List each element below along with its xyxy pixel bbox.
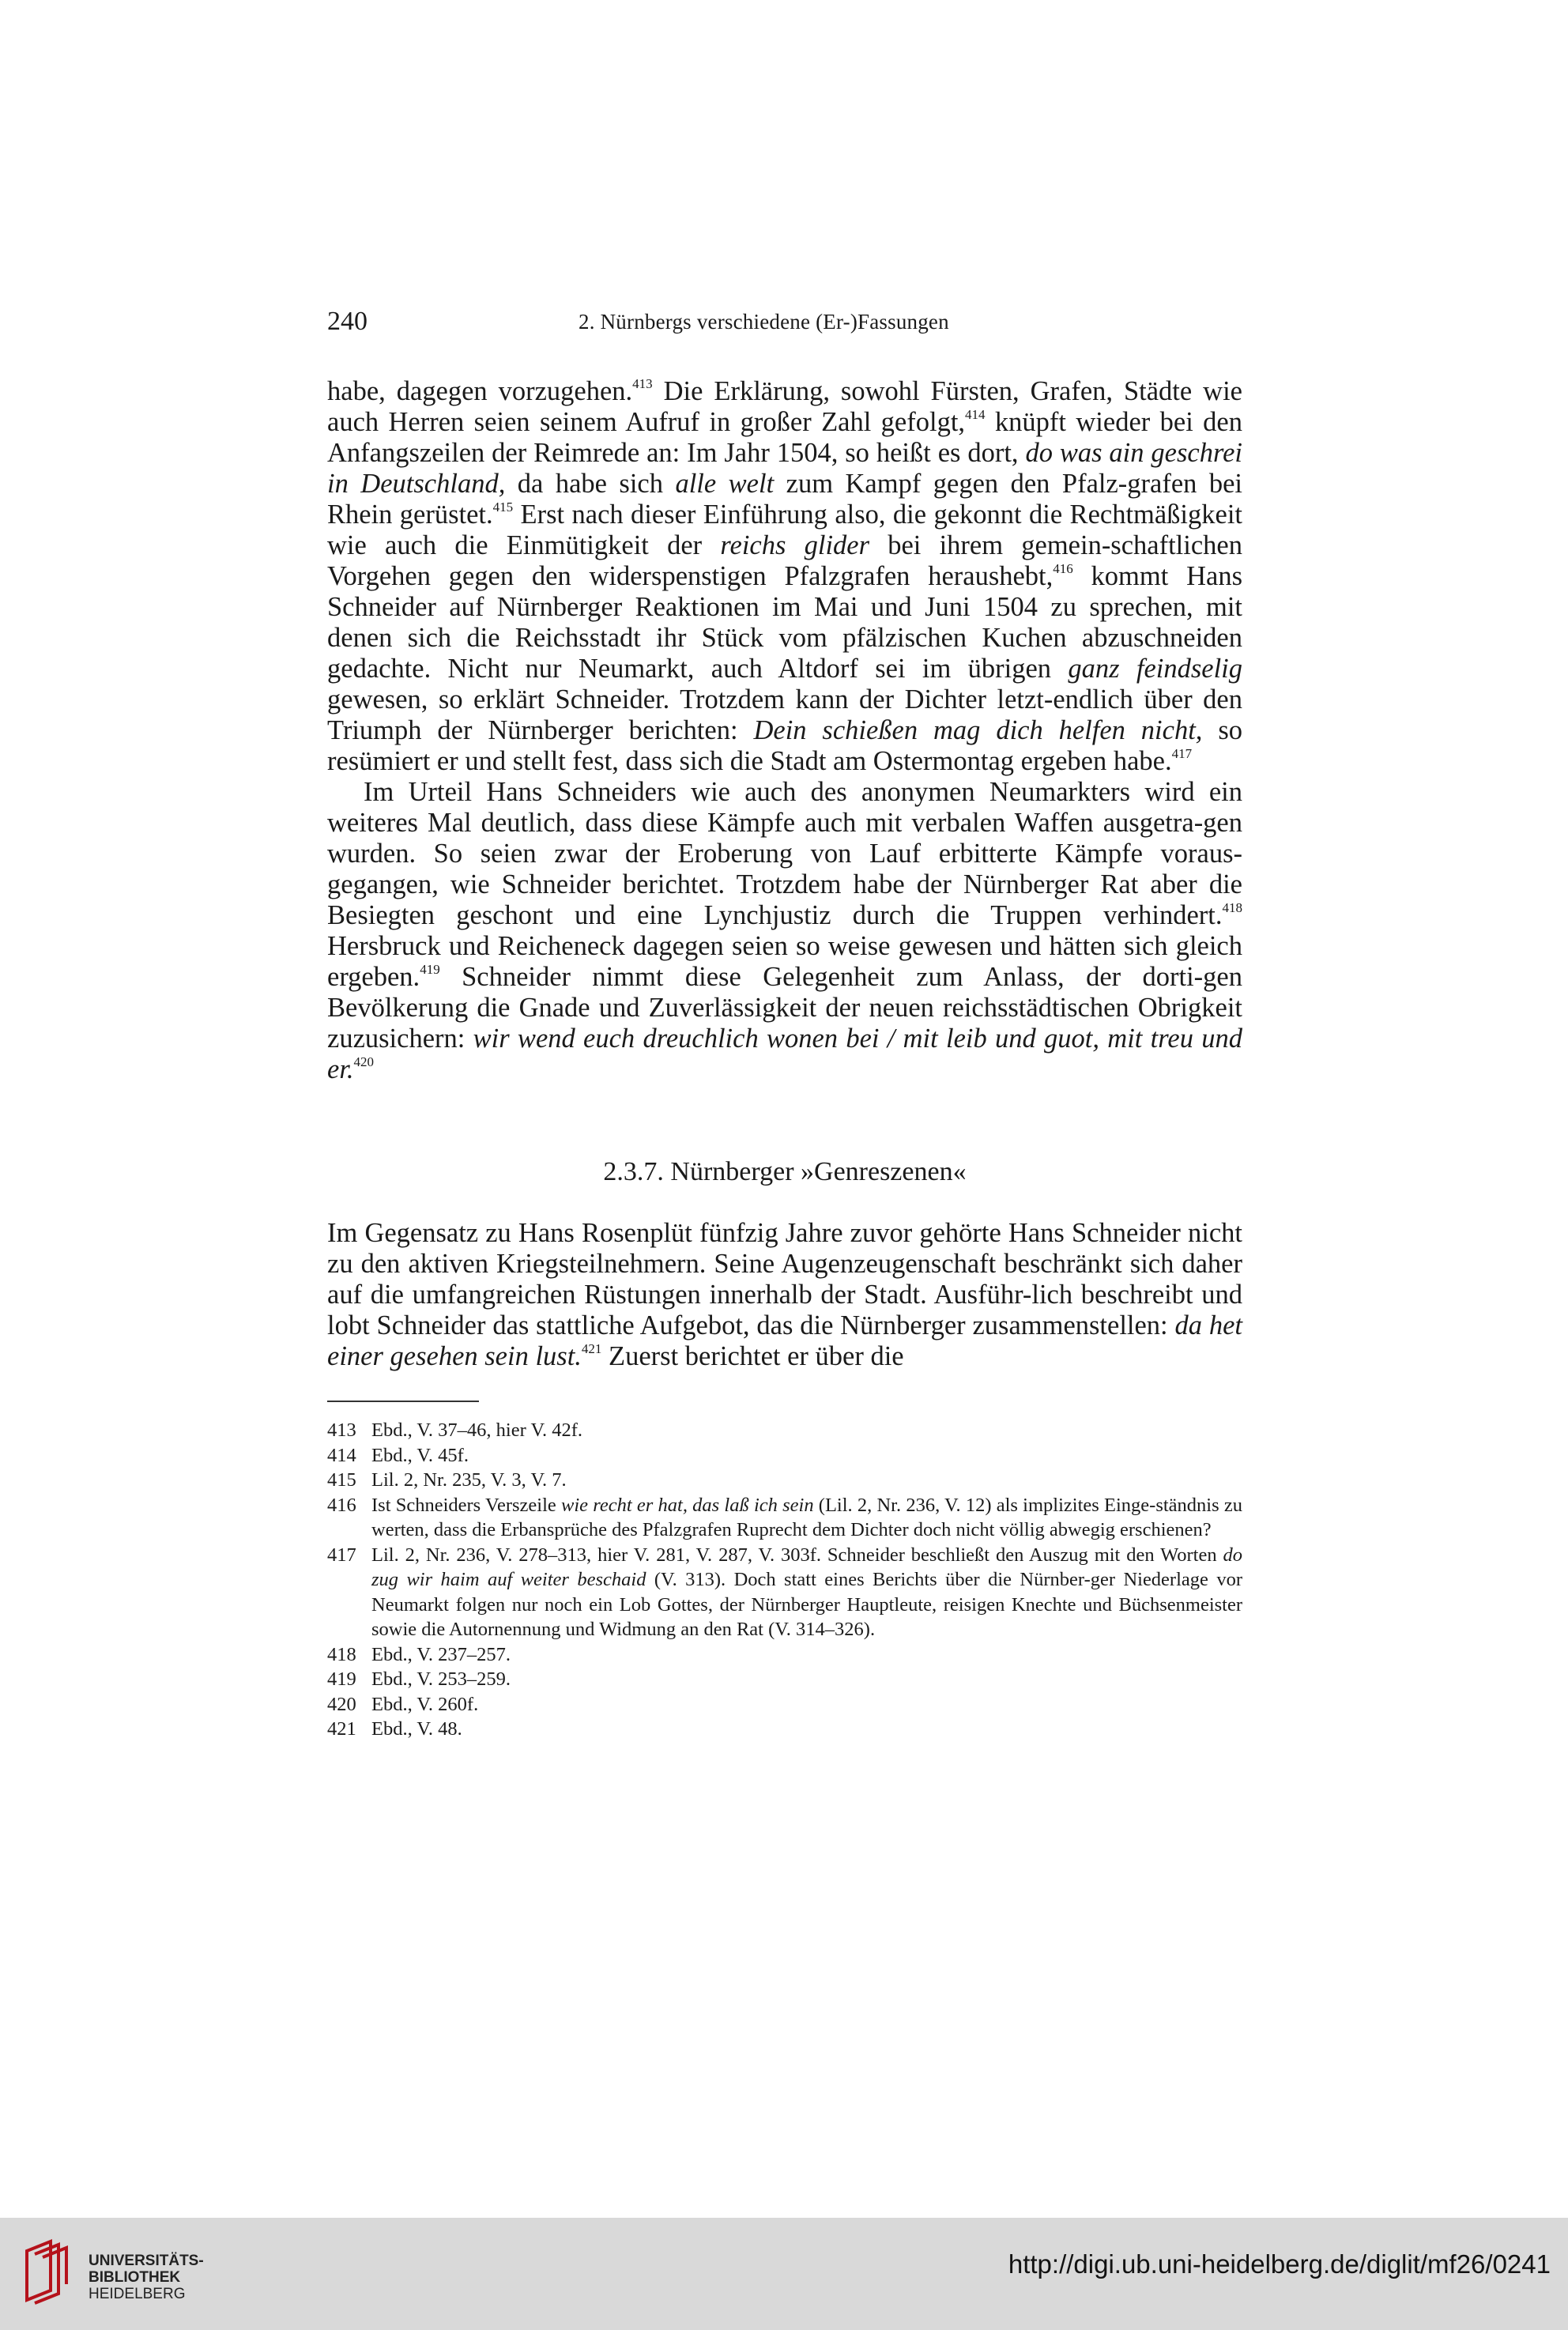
paragraph-1: habe, dagegen vorzugehen.$^{413}$ Die Erklärung, sowohl Fürsten, Grafen, Städte wie auch Herren seien seinem Aufruf in großer Zahl gefolgt,$^{414}$ knüpft wieder bei den Anfangszeilen der Reimrede an: Im Jahr 1504, so heißt es dort, do was ain geschrei in Deutschland, da habe sich alle welt zum Kampf gegen den Pfalz-grafen bei Rhein gerüstet.$^{415}$ Erst nach dieser Einführung also, die gekonnt die Rechtmäßigkeit wie auch die Einmütigkeit der reichs glider bei ihrem gemein-schaftlichen Vorgehen gegen den widerspenstigen Pfalzgrafen heraushebt,$^{416}$ kommt Hans Schneider auf Nürnberger Reaktionen im Mai und Juni 1504 zu sprechen, mit denen sich die Reichsstadt ihr Stück vom pfälzischen Kuchen abzuschneiden gedachte. Nicht nur Neumarkt, auch Altdorf sei im übrigen ganz feindselig gewesen, so erklärt Schneider. Trotzdem kann der Dichter letzt-endlich über den Triumph der Nürnberger berichten: Dein schießen mag dich helfen nicht, so resümiert er und stellt fest, dass sich die Stadt am Ostermontag ergeben habe.$^{417}$ (327, 375, 1242, 776)
footnote-rule (327, 1401, 479, 1402)
footnote-text: Ebd., V. 253–259. (371, 1668, 511, 1690)
section-heading: 2.3.7. Nürnberger »Genreszenen« (603, 1157, 967, 1186)
viewer-footer (0, 2218, 1568, 2330)
italic-quote: do zug wir haim auf weiter beschaid (371, 1544, 1242, 1590)
footnote-text: Ebd., V. 45f. (371, 1444, 469, 1466)
running-head (327, 307, 1242, 341)
italic-quote: alle welt (675, 469, 775, 499)
footnote-text: Ebd., V. 48. (371, 1718, 462, 1740)
paragraph-2: Im Urteil Hans Schneiders wie auch des anonymen Neumarkters wird ein weiteres Mal deutlich, dass diese Kämpfe auch mit verbalen Waffen ausgetra-gen wurden. So seien zwar der Eroberung von Lauf erbitterte Kämpfe voraus-gegangen, wie Schneider berichtet. Trotzdem habe der Nürnberger Rat aber die Besiegten geschont und eine Lynchjustiz durch die Truppen verhindert.$^{418}$ Hersbruck und Reicheneck dagegen seien so weise gewesen und hätten sich gleich ergeben.$^{419}$ Schneider nimmt diese Gelegenheit zum Anlass, der dorti-gen Bevölkerung die Gnade und Zuverlässigkeit der neuen reichsstädtischen Obrigkeit zuzusichern: wir wend euch dreuchlich wonen bei / mit leib und guot, mit treu und er.$^{420}$ (327, 777, 1242, 1084)
italic-quote: Dein schießen mag dich helfen nicht, (753, 715, 1203, 745)
footnote-number: 417 (327, 1544, 356, 1566)
footnote-ref: 413 (632, 375, 653, 391)
library-name-line2: BIBLIOTHEK (89, 2269, 181, 2286)
footnote (327, 1692, 1242, 1717)
footnote-ref: 418 (1222, 899, 1242, 915)
footnote-ref: 420 (353, 1054, 375, 1069)
footnote-number: 420 (327, 1693, 356, 1715)
footnote-ref: 416 (1053, 560, 1073, 576)
footnote (327, 1667, 1242, 1692)
library-name-line3: HEIDELBERG (89, 2286, 186, 2302)
footnote (327, 1418, 1242, 1443)
library-logo-icon (19, 2235, 82, 2306)
italic-quote: reichs glider (720, 530, 870, 560)
footnote-text: Ist Schneiders Verszeile wie recht er hat, das laß ich sein (Lil. 2, Nr. 236, V. 12) als implizites Einge-ständnis zu werten, dass die Erbansprüche des Pfalzgrafen Ruprecht dem Dichter doch nicht völlig abwegig erschienen? (371, 1494, 1242, 1540)
italic-quote: do was ain geschrei in Deutschland, (327, 438, 1242, 499)
library-name-line1: UNIVERSITÄTS- (89, 2253, 204, 2269)
italic-quote: ganz feindselig (1068, 654, 1242, 684)
footnote-number: 416 (327, 1494, 356, 1516)
footnote-number: 414 (327, 1444, 356, 1466)
footnote (327, 1717, 1242, 1742)
body-text-section (327, 1218, 1242, 1372)
footnote-text: Lil. 2, Nr. 235, V. 3, V. 7. (371, 1469, 567, 1491)
footnote-ref: 421 (581, 1340, 602, 1356)
footnote-ref: 415 (492, 499, 514, 515)
footnote-ref: 419 (420, 961, 440, 977)
italic-quote: wir wend euch dreuchlich wonen bei / mit leib und guot, mit treu und er. (327, 1024, 1242, 1084)
footnote (327, 1443, 1242, 1469)
paragraph-3: Im Gegensatz zu Hans Rosenplüt fünfzig Jahre zuvor gehörte Hans Schneider nicht zu den aktiven Kriegsteilnehmern. Seine Augenzeugenschaft beschränkt sich daher auf die umfangreichen Rüstungen innerhalb der Stadt. Ausführ-lich beschreibt und lobt Schneider das stattliche Aufgebot, das die Nürnberger zusammenstellen: da het einer gesehen sein lust.$^{421}$ Zuerst berichtet er über die (327, 1218, 1242, 1371)
footnote-number: 419 (327, 1668, 356, 1690)
footnote-number: 415 (327, 1469, 356, 1491)
footnote (327, 1468, 1242, 1493)
footnote-number: 418 (327, 1643, 356, 1665)
footnote-text: Lil. 2, Nr. 236, V. 278–313, hier V. 281, V. 287, V. 303f. Schneider beschließt den Auszug mit den Worten do zug wir haim auf weiter beschaid (V. 313). Doch statt eines Berichts über die Nürnber-ger Niederlage vor Neumarkt folgen nur noch ein Lob Gottes, der Nürnberger Hauptleute, reisigen Knechte und Büchsenmeister sowie die Autornennung und Widmung an den Rat (V. 314–326). (371, 1544, 1242, 1640)
footnotes (327, 1418, 1242, 1742)
footnote (327, 1543, 1242, 1642)
library-name (89, 2253, 204, 2302)
running-head-title: 2. Nürnbergs verschiedene (Er-)Fassungen (579, 310, 949, 334)
footnote-text: Ebd., V. 37–46, hier V. 42f. (371, 1419, 583, 1441)
footnote-number: 413 (327, 1419, 356, 1441)
footnote-number: 421 (327, 1718, 356, 1740)
footnote-ref: 417 (1171, 745, 1193, 761)
footnote-text: Ebd., V. 260f. (371, 1693, 479, 1715)
footnote (327, 1642, 1242, 1668)
footnote-ref: 414 (965, 406, 986, 422)
italic-quote: da het einer gesehen sein lust. (327, 1310, 1242, 1371)
footnote (327, 1493, 1242, 1543)
body-text (327, 376, 1242, 1085)
italic-quote: wie recht er hat, das laß ich sein (561, 1494, 814, 1516)
footnote-text: Ebd., V. 237–257. (371, 1643, 511, 1665)
permalink-url[interactable]: http://digi.ub.uni-heidelberg.de/diglit/mf26/0241 (1008, 2249, 1551, 2279)
page-number: 240 (327, 307, 368, 336)
